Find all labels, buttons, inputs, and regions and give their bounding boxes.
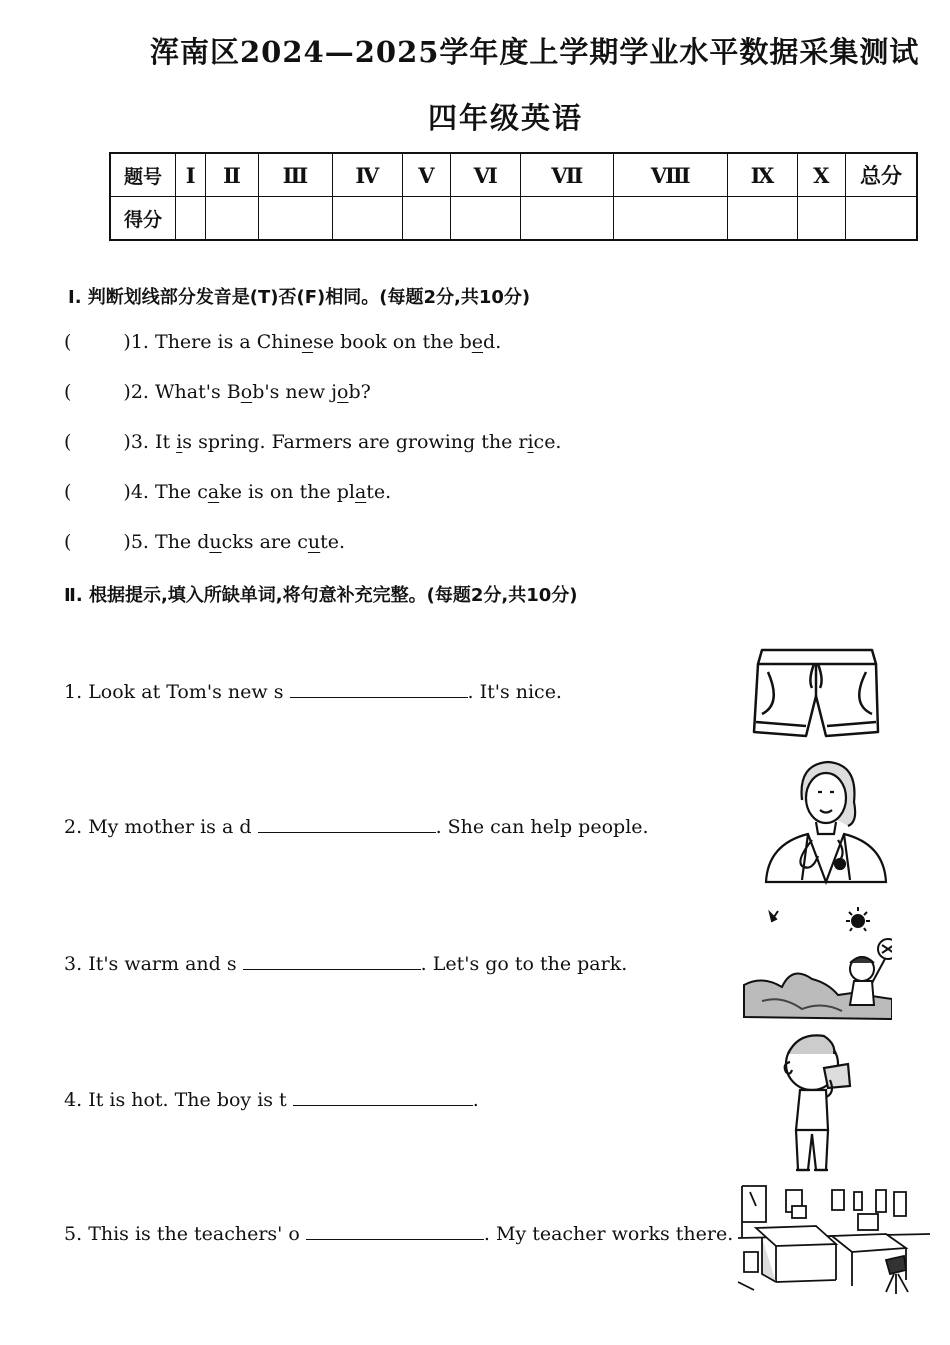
score-cell[interactable]: [176, 197, 206, 241]
question-1-3: ( )3. It is spring. Farmers are growing the rice.: [64, 431, 562, 453]
section-2-heading: Ⅱ. 根据提示,填入所缺单词,将句意补充完整。(每题2分,共10分): [64, 585, 578, 606]
score-col-8: Ⅷ: [613, 153, 728, 197]
score-table-row-label: 得分: [110, 197, 176, 241]
exam-subtitle: 四年级英语: [428, 101, 584, 135]
question-number: )5.: [123, 531, 149, 553]
score-cell[interactable]: [728, 197, 797, 241]
answer-paren[interactable]: (: [64, 381, 72, 403]
doctor-picture: [762, 760, 890, 885]
score-cell[interactable]: [402, 197, 450, 241]
question-number: )1.: [123, 331, 149, 353]
score-col-total: 总分: [846, 153, 918, 197]
score-table-header-row: [110, 153, 917, 197]
question-2-5: 5. This is the teachers' o . My teacher works there.: [64, 1223, 734, 1245]
score-cell[interactable]: [333, 197, 403, 241]
question-1-1: ( )1. There is a Chinese book on the bed.: [64, 331, 502, 353]
score-cell[interactable]: [521, 197, 613, 241]
score-col-4: Ⅳ: [333, 153, 403, 197]
question-1-5: ( )5. The ducks are cute.: [64, 531, 346, 553]
shorts-picture: [750, 644, 882, 744]
answer-blank[interactable]: [243, 953, 421, 970]
score-col-9: Ⅸ: [728, 153, 797, 197]
score-table-score-row: [110, 197, 917, 241]
score-cell[interactable]: [451, 197, 521, 241]
question-2-2: 2. My mother is a d . She can help people.: [64, 816, 649, 838]
answer-paren[interactable]: (: [64, 331, 72, 353]
score-col-1: Ⅰ: [176, 153, 206, 197]
boy-drinking-picture: [778, 1030, 868, 1178]
score-col-2: Ⅱ: [206, 153, 258, 197]
question-number: )3.: [123, 431, 149, 453]
score-col-3: Ⅲ: [258, 153, 332, 197]
question-number: )4.: [123, 481, 149, 503]
score-col-5: Ⅴ: [402, 153, 450, 197]
answer-paren[interactable]: (: [64, 431, 72, 453]
section-1-heading: Ⅰ. 判断划线部分发音是(T)否(F)相同。(每题2分,共10分): [68, 287, 531, 308]
teachers-office-picture: [736, 1182, 932, 1300]
question-2-1: 1. Look at Tom's new s . It's nice.: [64, 681, 562, 703]
sunny-park-picture: [742, 905, 892, 1023]
question-1-2: ( )2. What's Bob's new job?: [64, 381, 371, 403]
score-col-6: Ⅵ: [451, 153, 521, 197]
question-1-4: ( )4. The cake is on the plate.: [64, 481, 392, 503]
answer-blank[interactable]: [293, 1089, 473, 1106]
score-col-10: Ⅹ: [797, 153, 846, 197]
score-cell[interactable]: [797, 197, 846, 241]
answer-blank[interactable]: [306, 1223, 484, 1240]
score-col-7: Ⅶ: [521, 153, 613, 197]
question-2-4: 4. It is hot. The boy is t .: [64, 1089, 479, 1111]
score-cell-total[interactable]: [846, 197, 918, 241]
question-number: )2.: [123, 381, 149, 403]
answer-paren[interactable]: (: [64, 481, 72, 503]
answer-paren[interactable]: (: [64, 531, 72, 553]
score-cell[interactable]: [613, 197, 728, 241]
exam-title: 浑南区2024—2025学年度上学期学业水平数据采集测试: [150, 35, 920, 69]
score-table-row-label: 题号: [110, 153, 176, 197]
score-table: [109, 152, 918, 241]
question-2-3: 3. It's warm and s . Let's go to the park.: [64, 953, 628, 975]
score-cell[interactable]: [206, 197, 258, 241]
answer-blank[interactable]: [258, 816, 436, 833]
score-cell[interactable]: [258, 197, 332, 241]
answer-blank[interactable]: [290, 681, 468, 698]
